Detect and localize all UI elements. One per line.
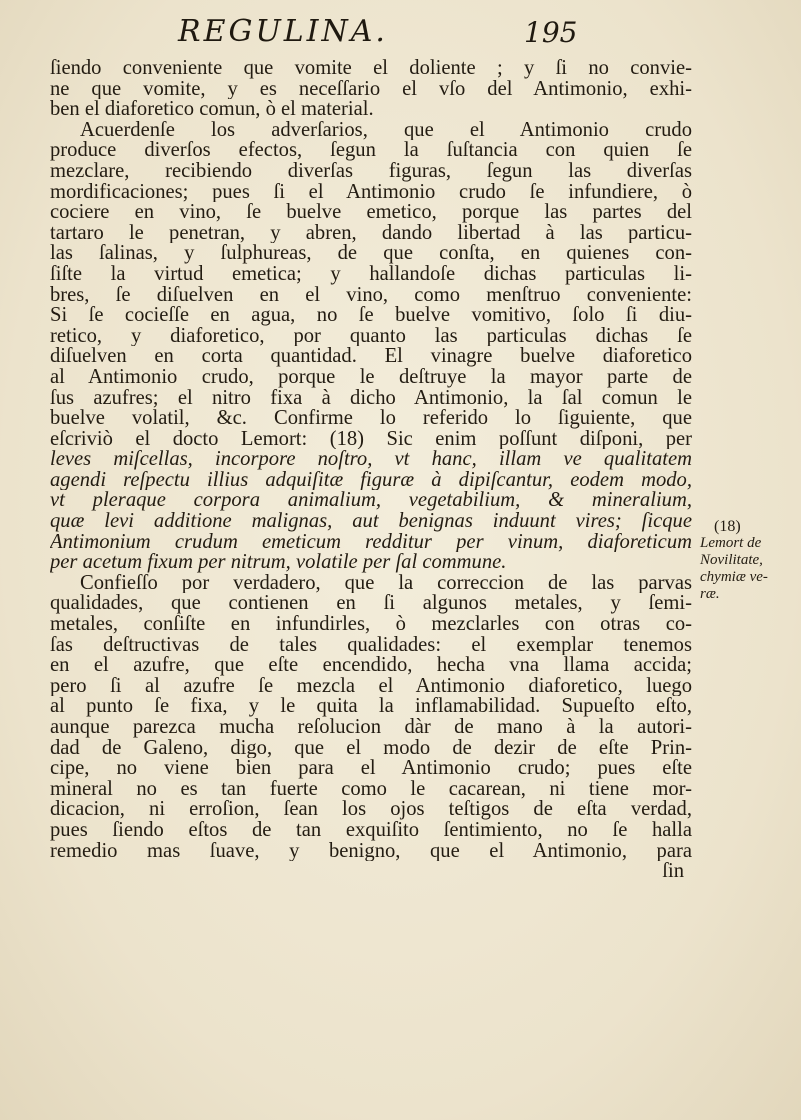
- text-line: tartaro le penetran, y abren, dando libertad à las particu-: [50, 222, 692, 244]
- margin-note-ref: (18): [714, 518, 741, 535]
- text-line: bres, ſe diſuelven en el vino, como menſtruo conveniente:: [50, 284, 692, 306]
- text-line: en el azufre, que eſte encendido, hecha vna llama accida;: [50, 655, 692, 676]
- text-line: agendi reſpectu illius adquiſitæ figuræ à dipiſcantur, eodem modo,: [50, 469, 692, 491]
- text-line: pues ſiendo eſtos de tan exquiſito ſentimiento, no ſe halla: [50, 819, 692, 841]
- text-line: mordificaciones; pues ſi el Antimonio crudo ſe infundiere, ò: [50, 181, 692, 203]
- text-line: produce diverſos efectos, ſegun la ſuſtancia con quien ſe: [50, 140, 692, 161]
- text-line: quæ levi additione malignas, aut benignas induunt vires; ſicque: [50, 511, 692, 532]
- page-header: [0, 14, 801, 56]
- text-line: dicacion, ni erroſion, ſean los ojos teſtigos de eſta verdad,: [50, 799, 692, 820]
- text-line: al Antimonio crudo, porque le deſtruye la mayor parte de: [50, 366, 692, 388]
- text-line: las ſalinas, y ſulphureas, de que conſta, en quienes con-: [50, 243, 692, 264]
- running-head: REGULINA.: [178, 14, 388, 49]
- text-line: eſcriviò el docto Lemort: (18) Sic enim poſſunt diſponi, per: [50, 428, 692, 450]
- text-line: diſuelven en corta quantidad. El vinagre buelve diaforetico: [50, 346, 692, 367]
- text-line: ſiſte la virtud emetica; y hallandoſe dichas particulas li-: [50, 263, 692, 285]
- text-line: pero ſi al azufre ſe mezcla el Antimonio diaforetico, luego: [50, 675, 692, 697]
- text-line: mezclare, recibiendo diverſas figuras, ſegun las diverſas: [50, 160, 692, 182]
- text-line: ſas deſtructivas de tales qualidades: el exemplar tenemos: [50, 634, 692, 656]
- text-line: cipe, no viene bien para el Antimonio crudo; pues eſte: [50, 758, 692, 779]
- margin-note-line: chymiæ ve-: [700, 569, 768, 585]
- text-line: buelve volatil, &c. Confirme lo referido lo ſiguiente, que: [50, 408, 692, 429]
- text-line: Acuerdenſe los adverſarios, que el Antimonio crudo: [80, 119, 692, 141]
- body-text: [50, 58, 692, 882]
- text-line: Confieſſo por verdadero, que la correccion de las parvas: [80, 572, 692, 594]
- text-line: remedio mas ſuave, y benigno, que el Antimonio, para: [50, 840, 692, 862]
- text-line: vt pleraque corpora animalium, vegetabilium, & mineralium,: [50, 490, 692, 512]
- text-line: aunque parezca mucha reſolucion dàr de mano à la autori-: [50, 717, 692, 738]
- text-line: dad de Galeno, digo, que el modo de dezir de eſte Prin-: [50, 737, 692, 759]
- text-line: Antimonium crudum emeticum redditur per vinum, diaforeticum: [50, 531, 692, 553]
- margin-note-line: Lemort de: [700, 535, 762, 551]
- text-line: Si ſe cocieſſe en agua, no ſe buelve vomitivo, ſolo ſi diu-: [50, 305, 692, 326]
- text-line: ſus azufres; el nitro fixa à dicho Antimonio, la ſal comun le: [50, 387, 692, 409]
- text-line: leves miſcellas, incorpore noſtro, vt hanc, illam ve qualitatem: [50, 449, 692, 470]
- text-line: retico, y diaforetico, por quanto las particulas dichas ſe: [50, 325, 692, 347]
- text-line: ſiendo conveniente que vomite el doliente ; y ſi no convie-: [50, 58, 692, 79]
- text-line: metales, conſiſte en infundirles, ò mezclarles con otras co-: [50, 614, 692, 635]
- text-line: al punto ſe fixa, y le quita la inflamabilidad. Supueſto eſto,: [50, 696, 692, 717]
- text-line: per acetum fixum per nitrum, volatile per ſal commune.: [50, 552, 507, 573]
- page-number: 195: [524, 16, 578, 49]
- margin-note-line: ræ.: [700, 586, 720, 602]
- text-line: ben el diaforetico comun, ò el material.: [50, 99, 374, 120]
- margin-note-line: Novilitate,: [700, 552, 763, 568]
- text-line: ne que vomite, y es neceſſario el vſo del Antimonio, exhi-: [50, 78, 692, 100]
- text-line: ſin: [662, 861, 684, 882]
- text-line: cociere en vino, ſe buelve emetico, porque las partes del: [50, 202, 692, 223]
- text-line: mineral no es tan fuerte como le cacarean, ni tiene mor-: [50, 778, 692, 800]
- margin-note: [700, 518, 796, 603]
- text-line: qualidades, que contienen en ſi algunos metales, y ſemi-: [50, 593, 692, 615]
